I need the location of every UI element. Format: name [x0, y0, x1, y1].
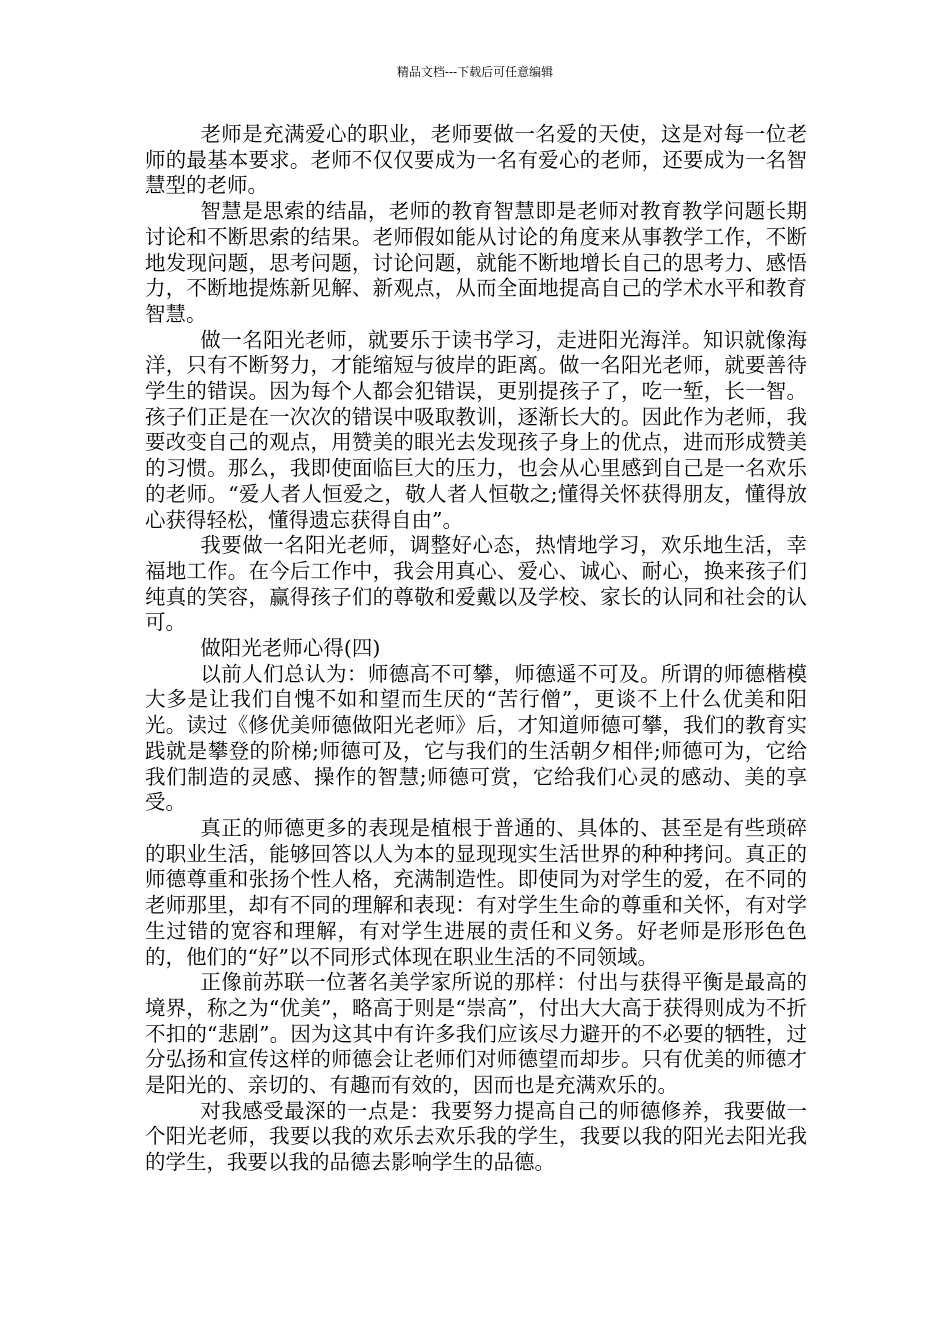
- paragraph-2: 智慧是思索的结晶，老师的教育智慧即是老师对教育教学问题长期讨论和不断思索的结果。老师假如能从讨论的角度来从事教学工作，不断地发现问题，思考问题，讨论问题，就能不断地增长自己的思考力、感悟力，不断地提炼新见解、新观点，从而全面地提高自己的学术水平和教育智慧。: [145, 199, 807, 326]
- paragraph-4: 我要做一名阳光老师，调整好心态，热情地学习，欢乐地生活，幸福地工作。在今后工作中，我会用真心、爱心、诚心、耐心，换来孩子们纯真的笑容，赢得孩子们的尊敬和爱戴以及学校、家长的认同和社会的认可。: [145, 533, 807, 635]
- paragraph-6: 真正的师德更多的表现是植根于普通的、具体的、甚至是有些琐碎的职业生活，能够回答以人为本的显现现实生活世界的种种拷问。真正的师德尊重和张扬个性人格，充满制造性。即使同为对学生的爱，在不同的老师那里，却有不同的理解和表现：有对学生生命的尊重和关怀，有对学生过错的宽容和理解，有对学生进展的责任和义务。好老师是形形色色的，他们的“好”以不同形式体现在职业生活的不同领域。: [145, 815, 807, 969]
- paragraph-5: 以前人们总认为：师德高不可攀，师德遥不可及。所谓的师德楷模大多是让我们自愧不如和望而生厌的“苦行僧”，更谈不上什么优美和阳光。读过《修优美师德做阳光老师》后，才知道师德可攀，我们的教育实践就是攀登的阶梯;师德可及，它与我们的生活朝夕相伴;师德可为，它给我们制造的灵感、操作的智慧;师德可赏，它给我们心灵的感动、美的享受。: [145, 661, 807, 815]
- paragraph-7: 正像前苏联一位著名美学家所说的那样：付出与获得平衡是最高的境界，称之为“优美”，略高于则是“崇高”，付出大大高于获得则成为不折不扣的“悲剧”。因为这其中有许多我们应该尽力避开的不必要的牺牲，过分弘扬和宣传这样的师德会让老师们对师德望而却步。只有优美的师德才是阳光的、亲切的、有趣而有效的，因而也是充满欢乐的。: [145, 970, 807, 1098]
- section-heading: 做阳光老师心得(四): [200, 636, 381, 661]
- page-header: 精品文档---下载后可任意编辑: [396, 65, 554, 79]
- paragraph-3: 做一名阳光老师，就要乐于读书学习，走进阳光海洋。知识就像海洋，只有不断努力，才能缩短与彼岸的距离。做一名阳光老师，就要善待学生的错误。因为每个人都会犯错误，更别提孩子了，吃一堑，长一智。孩子们正是在一次次的错误中吸取教训，逐渐长大的。因此作为老师，我要改变自己的观点，用赞美的眼光去发现孩子身上的优点，进而形成赞美的习惯。那么，我即使面临巨大的压力，也会从心里感到自己是一名欢乐的老师。“爱人者人恒爱之，敬人者人恒敬之;懂得关怀获得朋友，懂得放心获得轻松，懂得遗忘获得自由”。: [145, 327, 807, 532]
- paragraph-8: 对我感受最深的一点是：我要努力提高自己的师德修养，我要做一个阳光老师，我要以我的欢乐去欢乐我的学生，我要以我的阳光去阳光我的学生，我要以我的品德去影响学生的品德。: [145, 1098, 807, 1175]
- document-body: [145, 122, 807, 1176]
- paragraph-1: 老师是充满爱心的职业，老师要做一名爱的天使，这是对每一位老师的最基本要求。老师不仅仅要成为一名有爱心的老师，还要成为一名智慧型的老师。: [145, 122, 807, 198]
